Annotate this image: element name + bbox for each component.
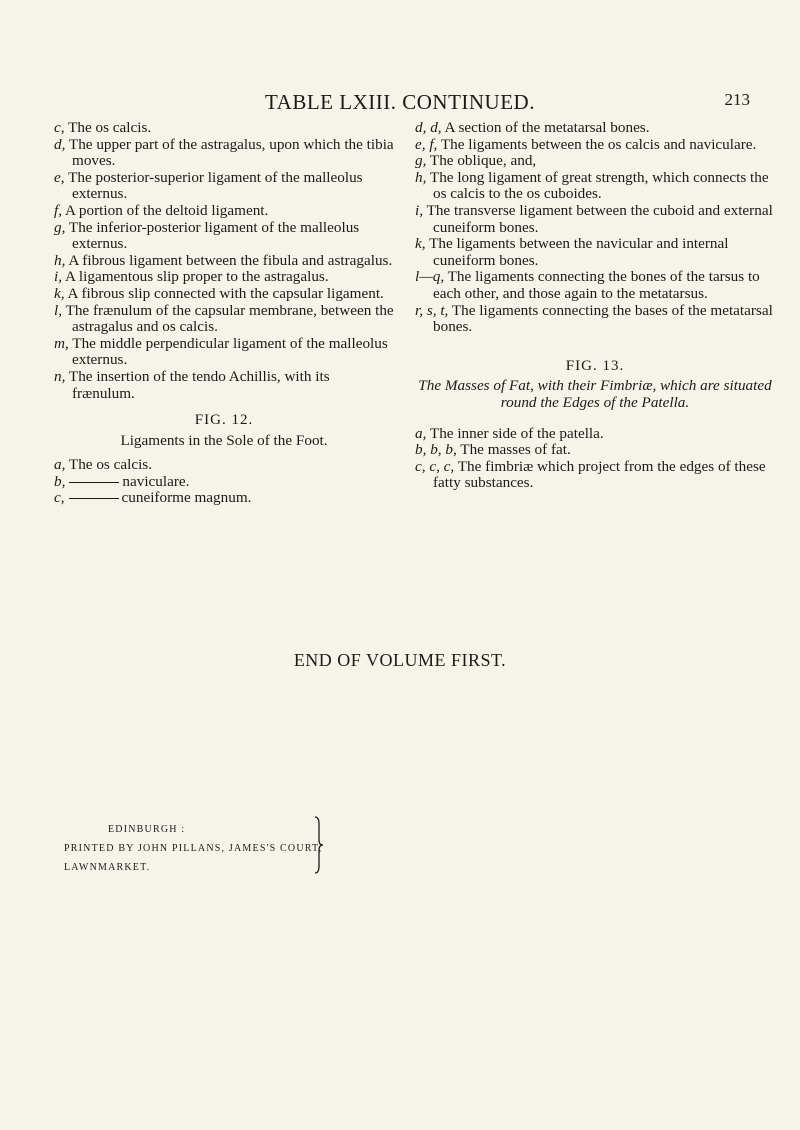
brace-icon xyxy=(314,816,324,874)
legend-entry xyxy=(54,203,394,220)
legend-entry xyxy=(54,457,394,474)
legend-entry xyxy=(54,120,394,137)
entry-letter: e, f, xyxy=(415,135,438,153)
entry-letter: l, xyxy=(54,301,63,319)
legend-entry xyxy=(415,153,775,170)
entry-letter: m, xyxy=(54,334,69,352)
imprint-city: EDINBURGH : xyxy=(108,824,186,835)
legend-entry xyxy=(415,236,775,269)
legend-entry xyxy=(54,170,394,203)
entry-text: A portion of the deltoid ligament. xyxy=(65,201,269,219)
entry-text: A ligamentous slip proper to the astragalus. xyxy=(65,268,329,286)
right-column xyxy=(415,120,775,492)
entry-text: The os calcis. xyxy=(68,456,153,474)
legend-entry xyxy=(54,490,394,507)
entry-letter: d, xyxy=(54,135,66,153)
entry-text: The fimbriæ which project from the edges of these fatty substances. xyxy=(433,457,766,492)
entry-text: A fibrous slip connected with the capsular ligament. xyxy=(67,284,384,302)
legend-entry xyxy=(54,474,394,491)
entry-letter: c, xyxy=(54,119,65,136)
entry-text: The ligaments between the navicular and internal cuneiform bones. xyxy=(429,235,729,269)
entry-text: The insertion of the tendo Achillis, with its frænulum. xyxy=(68,367,330,402)
entry-letter: k, xyxy=(415,235,426,253)
entry-letter: k, xyxy=(54,284,65,302)
entry-text: A fibrous ligament between the fibula and astragalus. xyxy=(68,251,393,269)
entry-text: The long ligament of great strength, which connects the os calcis to the os cuboides. xyxy=(429,168,769,203)
ditto-dash xyxy=(69,498,119,499)
legend-entry xyxy=(54,286,394,303)
entry-letter: l—q, xyxy=(415,268,445,286)
legend-entry xyxy=(415,170,775,203)
page-title: TABLE LXIII. CONTINUED. xyxy=(265,90,535,114)
left-column xyxy=(54,120,394,507)
entry-letter: n, xyxy=(54,367,66,385)
entry-text: The ligaments between the os calcis and naviculare. xyxy=(440,135,757,153)
entry-text: naviculare. xyxy=(122,472,190,490)
entry-text: The ligaments connecting the bones of the tarsus to each other, and those again to the metatarsus. xyxy=(433,268,760,302)
entry-letter: r, s, t, xyxy=(415,301,449,319)
entry-letter: h, xyxy=(54,251,66,269)
entry-letter: c, c, c, xyxy=(415,457,455,475)
legend-entry xyxy=(415,442,775,459)
legend-entry xyxy=(415,120,775,137)
entry-letter: h, xyxy=(415,168,427,186)
entry-letter: a, xyxy=(415,424,427,442)
legend-entry xyxy=(54,220,394,253)
entry-text: The masses of fat. xyxy=(460,441,571,459)
entry-text: The posterior-superior ligament of the malleolus externus. xyxy=(68,168,363,203)
figure-caption: Ligaments in the Sole of the Foot. xyxy=(120,431,328,449)
legend-entry xyxy=(415,269,775,302)
legend-entry xyxy=(415,203,775,236)
entry-text: A section of the metatarsal bones. xyxy=(444,119,650,136)
legend-entry xyxy=(54,269,394,286)
entry-letter: g, xyxy=(415,152,427,170)
entry-text: cuneiforme magnum. xyxy=(121,489,252,507)
entry-letter: a, xyxy=(54,456,66,474)
legend-entry xyxy=(54,253,394,270)
entry-letter: i, xyxy=(54,268,63,286)
imprint-printer: PRINTED BY JOHN PILLANS, JAMES'S COURT, xyxy=(64,843,323,854)
entry-text: The transverse ligament between the cuboid and external cuneiform bones. xyxy=(426,201,773,236)
page-number: 213 xyxy=(724,90,750,109)
entry-text: The inferior-posterior ligament of the malleolus externus. xyxy=(68,218,360,253)
entry-letter: i, xyxy=(415,201,424,219)
legend-entry xyxy=(415,137,775,154)
entry-text: The inner side of the patella. xyxy=(429,424,604,442)
end-of-volume-text: END OF VOLUME FIRST. xyxy=(293,650,507,670)
entry-letter: e, xyxy=(54,168,65,186)
legend-entry xyxy=(54,336,394,369)
entry-letter: b, b, b, xyxy=(415,441,457,459)
figure-heading: FIG. 12. xyxy=(194,412,254,429)
ditto-dash xyxy=(69,482,119,483)
entry-text: The oblique, and, xyxy=(429,152,537,170)
entry-letter: f, xyxy=(54,201,63,219)
entry-letter: b, xyxy=(54,472,66,490)
legend-entry xyxy=(415,303,775,336)
legend-entry xyxy=(54,137,394,170)
entry-text: The frænulum of the capsular membrane, between the astragalus and os calcis. xyxy=(65,301,394,336)
entry-text: The upper part of the astragalus, upon which the tibia moves. xyxy=(68,135,394,170)
entry-letter: c, xyxy=(54,489,65,507)
entry-letter: d, d, xyxy=(415,119,442,136)
legend-entry xyxy=(415,459,775,492)
entry-text: The os calcis. xyxy=(68,119,152,136)
entry-text: The middle perpendicular ligament of the malleolus externus. xyxy=(72,334,388,369)
figure-caption: The Masses of Fat, with their Fimbriæ, which are situated round the Edges of the Patella. xyxy=(418,377,772,411)
legend-entry xyxy=(54,303,394,336)
imprint-location: LAWNMARKET. xyxy=(64,862,151,873)
legend-entry xyxy=(54,369,394,402)
printer-imprint xyxy=(64,820,322,877)
legend-entry xyxy=(415,426,775,443)
figure-heading: FIG. 13. xyxy=(565,357,625,374)
entry-text: The ligaments connecting the bases of the metatarsal bones. xyxy=(433,301,773,336)
entry-letter: g, xyxy=(54,218,66,236)
